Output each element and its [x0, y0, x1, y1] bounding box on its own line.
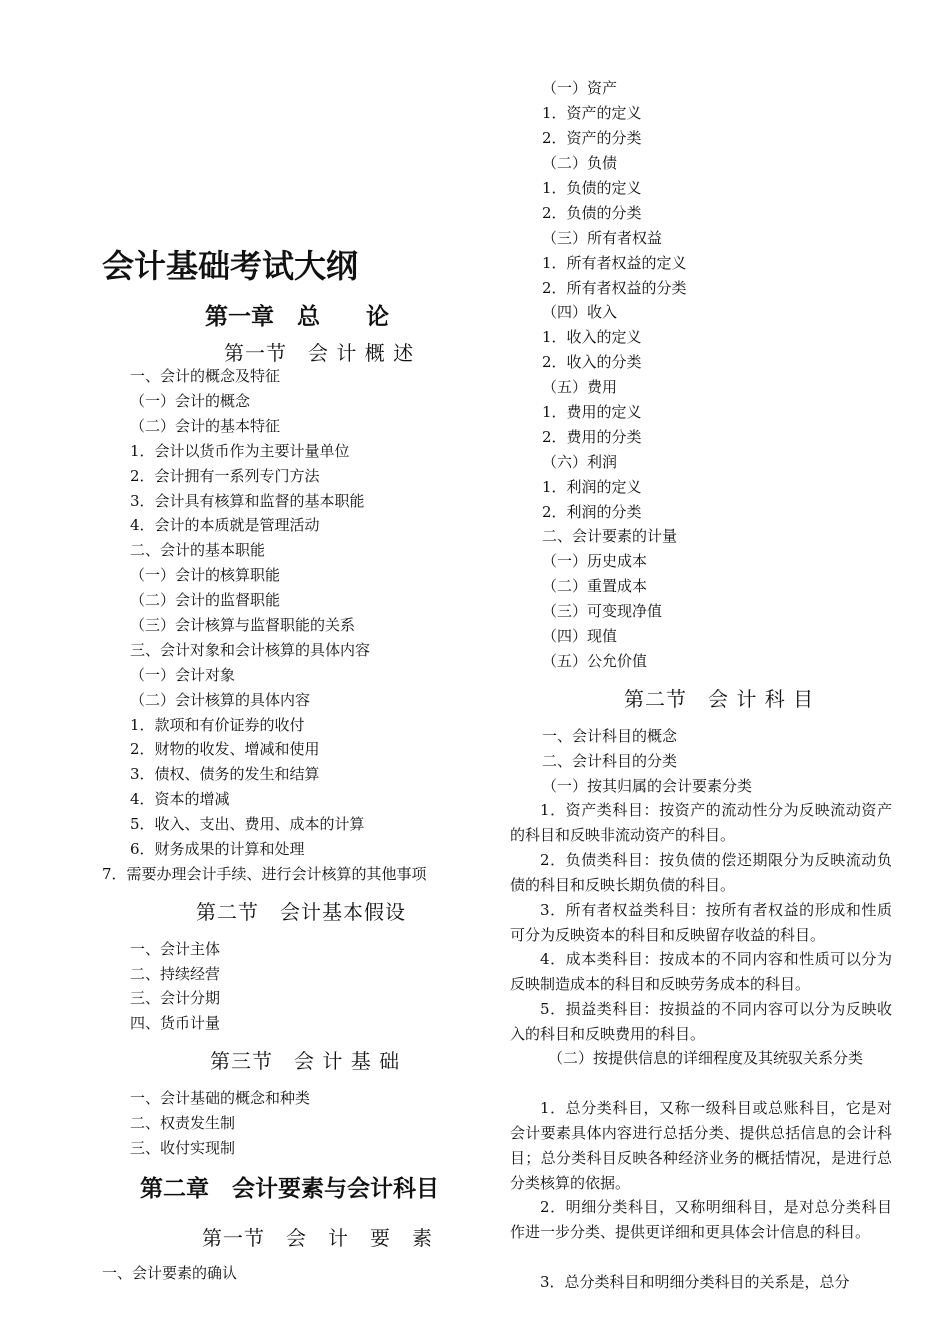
- ch2-s2-paragraph: 4．成本类科目：按成本的不同内容和性质可以分为反映制造成本的科目和反映劳务成本的科目。: [510, 950, 892, 993]
- ch1-s1-item: 2．财物的收发、增减和使用: [130, 740, 320, 758]
- ch2-s1-item: 1．负债的定义: [542, 179, 642, 197]
- ch1-s1-item: （一）会计对象: [130, 666, 236, 684]
- ch1-s1-item: （二）会计的基本特征: [130, 417, 281, 435]
- ch2-s1-item: （六）利润: [542, 453, 618, 471]
- ch2-s1-item: （三）所有者权益: [542, 229, 663, 247]
- ch1-s1-item: 三、会计对象和会计核算的具体内容: [130, 641, 371, 659]
- ch2-s1-item: 二、会计要素的计量: [542, 527, 678, 545]
- ch2-s2-item: 二、会计科目的分类: [542, 752, 678, 770]
- ch2-s1-item: （四）收入: [542, 303, 618, 321]
- ch1-s1-item: 二、会计的基本职能: [130, 541, 266, 559]
- ch1-s1-item: 1．款项和有价证券的收付: [130, 716, 305, 734]
- ch1-s3-item: 二、权责发生制: [130, 1114, 236, 1132]
- ch1-s1-item: （三）会计核算与监督职能的关系: [130, 616, 356, 634]
- ch1-section-1-title: 第一节 会 计 概 述: [224, 341, 415, 365]
- ch1-s1-item: 4．会计的本质就是管理活动: [130, 516, 320, 534]
- ch1-s1-item: 3．债权、债务的发生和结算: [130, 765, 320, 783]
- ch1-s2-item: 三、会计分期: [130, 989, 221, 1007]
- ch2-s1-item: 1．费用的定义: [542, 403, 642, 421]
- ch2-s1-item: 1．所有者权益的定义: [542, 254, 687, 272]
- ch2-s2-paragraph: 1．总分类科目，又称一级科目或总账科目，它是对会计要素具体内容进行总括分类、提供总括信息的会计科目；总分类科目反映各种经济业务的概括情况，是进行总分类核算的依据。: [510, 1099, 892, 1192]
- ch1-s2-item: 四、货币计量: [130, 1014, 221, 1032]
- ch2-s2-paragraph: 2．明细分类科目，又称明细科目，是对总分类科目作进一步分类、提供更详细和更具体会计信息的科目。: [510, 1198, 892, 1241]
- ch1-s1-item: 7．需要办理会计手续、进行会计核算的其他事项: [102, 865, 427, 883]
- ch2-s1-item: （五）公允价值: [542, 652, 648, 670]
- ch2-s2-paragraph: 3．总分类科目和明细分类科目的关系是，总分: [540, 1273, 850, 1291]
- ch2-s2-paragraph: 3．所有者权益类科目：按所有者权益的形成和性质可分为反映资本的科目和反映留存收益的科目。: [510, 901, 892, 944]
- ch2-s2-paragraph: 5．损益类科目：按损益的不同内容可以分为反映收入的科目和反映费用的科目。: [510, 1000, 892, 1043]
- ch1-s1-item: 1．会计以货币作为主要计量单位: [130, 442, 350, 460]
- ch1-s1-item: 5．收入、支出、费用、成本的计算: [130, 815, 365, 833]
- ch2-s1-item: 2．所有者权益的分类: [542, 279, 687, 297]
- ch2-s1-item: 2．资产的分类: [542, 129, 642, 147]
- ch2-s1-item: 1．收入的定义: [542, 328, 642, 346]
- ch1-section-3-title: 第三节 会 计 基 础: [210, 1049, 401, 1073]
- ch2-s1-item: 1．资产的定义: [542, 104, 642, 122]
- ch2-s1-item: （三）可变现净值: [542, 602, 663, 620]
- ch1-s1-item: 4．资本的增减: [130, 790, 230, 808]
- ch2-s1-item: （五）费用: [542, 378, 618, 396]
- ch2-s2-paragraph: （二）按提供信息的详细程度及其统驭关系分类: [548, 1049, 864, 1067]
- ch2-s2-paragraph: 1．资产类科目：按资产的流动性分为反映流动资产的科目和反映非流动资产的科目。: [510, 801, 892, 844]
- ch2-s1-item: 1．利润的定义: [542, 478, 642, 496]
- ch2-s1-item: （一）历史成本: [542, 552, 648, 570]
- ch1-s1-item: （二）会计核算的具体内容: [130, 691, 311, 709]
- ch2-s1-item: 2．负债的分类: [542, 204, 642, 222]
- ch1-s1-item: 6．财务成果的计算和处理: [130, 840, 305, 858]
- ch1-s1-item: （一）会计的核算职能: [130, 566, 281, 584]
- ch1-s2-item: 二、持续经营: [130, 965, 221, 983]
- ch2-section-2-title: 第二节 会 计 科 目: [624, 687, 815, 711]
- ch1-s1-item: 一、会计的概念及特征: [130, 367, 281, 385]
- ch1-s1-item: （二）会计的监督职能: [130, 591, 281, 609]
- ch1-section-2-title: 第二节 会计基本假设: [196, 900, 406, 924]
- ch1-s1-item: （一）会计的概念: [130, 392, 251, 410]
- ch2-s1-item: （二）负债: [542, 154, 618, 172]
- ch1-s2-item: 一、会计主体: [130, 940, 221, 958]
- ch2-s1-item: （一）资产: [542, 79, 618, 97]
- ch1-s1-item: 3．会计具有核算和监督的基本职能: [130, 492, 365, 510]
- ch1-s3-item: 三、收付实现制: [130, 1139, 236, 1157]
- chapter-2-title: 第二章 会计要素与会计科目: [140, 1175, 439, 1202]
- ch1-s3-item: 一、会计基础的概念和种类: [130, 1089, 311, 1107]
- ch2-s1-item: 2．收入的分类: [542, 353, 642, 371]
- chapter-1-title: 第一章 总 论: [205, 303, 389, 330]
- ch2-section-1-title: 第一节 会 计 要 素: [202, 1226, 433, 1250]
- ch2-s1-item: 一、会计要素的确认: [102, 1264, 238, 1282]
- ch2-s1-item: 2．费用的分类: [542, 428, 642, 446]
- ch2-s2-item: 一、会计科目的概念: [542, 727, 678, 745]
- ch1-s1-item: 2．会计拥有一系列专门方法: [130, 467, 320, 485]
- ch2-s2-paragraph: 2．负债类科目：按负债的偿还期限分为反映流动负债的科目和反映长期负债的科目。: [510, 851, 892, 894]
- ch2-s1-item: 2．利润的分类: [542, 503, 642, 521]
- ch2-s1-item: （二）重置成本: [542, 577, 648, 595]
- document-title: 会计基础考试大纲: [102, 247, 359, 285]
- ch2-s1-item: （四）现值: [542, 627, 618, 645]
- ch2-s2-item: （一）按其归属的会计要素分类: [542, 777, 753, 795]
